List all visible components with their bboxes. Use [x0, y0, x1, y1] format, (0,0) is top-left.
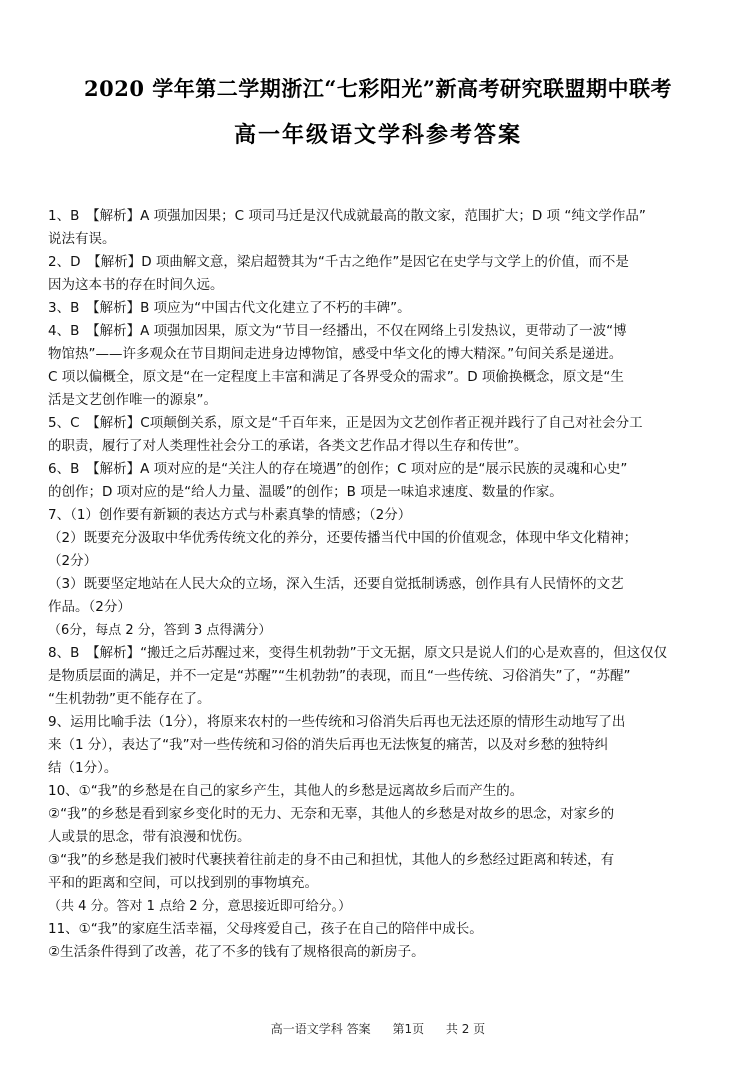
answer-line: 因为这本书的存在时间久远。	[48, 277, 224, 293]
answer-key-title: 高一年级语文学科参考答案	[233, 122, 522, 148]
answer-line: 1、B 【解析】A 项强加因果；C 项司马迁是汉代成就最高的散文家，范围扩大；D 项 “纯文学作品”	[48, 208, 646, 224]
scoring-note: （6分，每点 2 分，答到 3 点得满分）	[48, 623, 272, 638]
footer-page-number: 第1页	[392, 1022, 425, 1036]
answer-line: “生机勃勃”更不能存在了。	[48, 691, 211, 707]
answer-line: 9、运用比喻手法（1分），将原来农村的一些传统和习俗消失后再也无法还原的情形生动地写了出	[48, 714, 626, 730]
answer-line: ②“我”的乡愁是看到家乡变化时的无力、无奈和无辜，其他人的乡愁是对故乡的思念，对家乡的	[48, 806, 615, 822]
answer-line: C 项以偏概全，原文是“在一定程度上丰富和满足了各界受众的需求”。D 项偷换概念，原文是“生	[48, 369, 624, 385]
page-footer	[0, 1020, 756, 1037]
footer-subject: 高一语文学科 答案	[270, 1022, 371, 1036]
answer-line: 4、B 【解析】A 项强加因果，原文为“节目一经播出，不仅在网络上引发热议，更带动了一波“博	[48, 323, 627, 339]
answer-line: 8、B 【解析】“搬迁之后苏醒过来，变得生机勃勃”于文无据，原文只是说人们的心是欢喜的，但这仅仅	[48, 645, 668, 661]
answer-line: 结（1分）。	[48, 760, 118, 776]
answer-line: 3、B 【解析】B 项应为“中国古代文化建立了不朽的丰碑”。	[48, 300, 411, 316]
answer-line: 6、B 【解析】A 项对应的是“关注人的存在境遇”的创作；C 项对应的是“展示民族的灵魂和心史”	[48, 461, 628, 477]
footer-page-total: 共 2 页	[445, 1022, 486, 1036]
exam-title: 2020 学年第二学期浙江“七彩阳光”新高考研究联盟期中联考	[84, 76, 672, 101]
answer-line: 作品。（2分）	[48, 599, 131, 615]
answer-line: 物馆热”——许多观众在节目期间走进身边博物馆，感受中华文化的博大精深。”句间关系是递进。	[48, 346, 623, 362]
answer-line: 人或景的思念，带有浪漫和忧伤。	[48, 829, 251, 845]
answer-line: 来（1 分），表达了“我”对一些传统和习俗的消失后再也无法恢复的痛苦，以及对乡愁的独特纠	[48, 737, 609, 753]
answer-line: 说法有误。	[48, 231, 116, 247]
answer-line: 是物质层面的满足，并不一定是“苏醒”“生机勃勃”的表现，而且“一些传统、习俗消失”了，“苏醒”	[48, 668, 631, 684]
scoring-note: （共 4 分。答对 1 点给 2 分，意思接近即可给分。）	[48, 899, 352, 914]
answer-line: 活是文艺创作唯一的源泉”。	[48, 392, 217, 408]
answer-line: 10、①“我”的乡愁是在自己的家乡产生，其他人的乡愁是远离故乡后而产生的。	[48, 783, 524, 799]
answer-line: 2、D 【解析】D 项曲解文意，梁启超赞其为“千古之绝作”是因它在史学与文学上的价值，而不是	[48, 254, 629, 270]
answer-line: 11、①“我”的家庭生活幸福，父母疼爱自己，孩子在自己的陪伴中成长。	[48, 921, 483, 937]
answer-line: ③“我”的乡愁是我们被时代裹挟着往前走的身不由己和担忧，其他人的乡愁经过距离和转述，有	[48, 852, 615, 868]
answer-line: 的职责，履行了对人类理性社会分工的承诺，各类文艺作品才得以生存和传世”。	[48, 438, 528, 454]
answer-line: （2）既要充分汲取中华优秀传统文化的养分，还要传播当代中国的价值观念，体现中华文化精神；	[48, 530, 638, 546]
answer-body	[48, 205, 712, 964]
answer-line: 的创作；D 项对应的是“给人力量、温暖”的创作；B 项是一味追求速度、数量的作家。	[48, 484, 563, 500]
answer-line: （2分）	[48, 553, 98, 569]
answer-line: 5、C 【解析】C项颠倒关系，原文是“千百年来，正是因为文艺创作者正视并践行了自己对社会分工	[48, 415, 643, 431]
answer-line: 7、（1）创作要有新颖的表达方式与朴素真挚的情感；（2分）	[48, 507, 412, 523]
answer-line: ②生活条件得到了改善，花了不多的钱有了规格很高的新房子。	[48, 944, 425, 960]
answer-line: （3）既要坚定地站在人民大众的立场，深入生活，还要自觉抵制诱惑，创作具有人民情怀的文艺	[48, 576, 624, 592]
answer-line: 平和的距离和空间，可以找到别的事物填充。	[48, 875, 318, 891]
